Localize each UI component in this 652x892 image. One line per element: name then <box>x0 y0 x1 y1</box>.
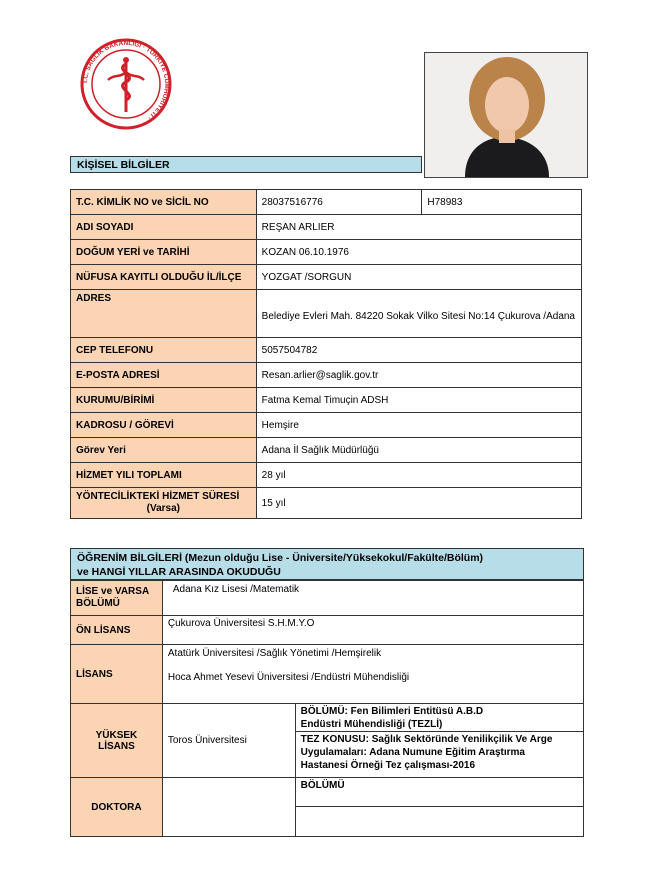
table-row <box>71 240 582 265</box>
yuksek-bolum-line2: Endüstri Mühendisliği (TEZLİ) <box>300 719 443 730</box>
row-value: Resan.arlier@saglik.gov.tr <box>256 363 581 388</box>
table-row <box>71 438 582 463</box>
row-label: Görev Yeri <box>71 438 257 463</box>
doktora-university <box>162 778 295 837</box>
row-label: KADROSU / GÖREVİ <box>71 413 257 438</box>
row-label <box>71 581 163 616</box>
table-row <box>71 581 584 616</box>
education-table <box>70 580 584 837</box>
table-row <box>71 338 582 363</box>
table-row <box>71 488 582 519</box>
row-label-line1: YÖNTECİLİKTEKİ HİZMET SÜRESİ <box>76 491 240 502</box>
row-value: 28 yıl <box>256 463 581 488</box>
row-label: ÖN LİSANS <box>71 616 163 645</box>
row-label: CEP TELEFONU <box>71 338 257 363</box>
ministry-logo <box>78 36 174 132</box>
row-label: KURUMU/BİRİMİ <box>71 388 257 413</box>
row-label: ADI SOYADI <box>71 215 257 240</box>
tez-line1: TEZ KONUSU: Sağlık Sektöründe Yenilikçilik Ve Arge <box>300 734 553 745</box>
row-value: Hemşire <box>256 413 581 438</box>
tc-kimlik-value: 28037516776 <box>256 190 422 215</box>
table-row <box>71 645 584 704</box>
row-value: KOZAN 06.10.1976 <box>256 240 581 265</box>
row-label: YÜKSEK LİSANS <box>71 704 163 778</box>
table-row <box>71 215 582 240</box>
table-row <box>71 413 582 438</box>
svg-text:T.C. SAĞLIK BAKANLIĞI · TÜRKİY: T.C. SAĞLIK BAKANLIĞI · TÜRKİYE CUMHURİYETİ · <box>81 39 171 122</box>
table-row <box>71 778 584 807</box>
table-row <box>71 290 582 338</box>
address-value: Belediye Evleri Mah. 84220 Sokak Vilko Sitesi No:14 Çukurova /Adana <box>256 290 581 338</box>
row-value: Fatma Kemal Timuçin ADSH <box>256 388 581 413</box>
yuksek-bolum <box>295 704 583 732</box>
row-value: REŞAN ARLIER <box>256 215 581 240</box>
row-label: LİSANS <box>71 645 163 704</box>
row-value: Adana İl Sağlık Müdürlüğü <box>256 438 581 463</box>
row-label: ADRES <box>71 290 257 338</box>
personal-info-table <box>70 189 582 519</box>
yuksek-bolum-line1: BÖLÜMÜ: Fen Bilimleri Entitüsü A.B.D <box>300 706 484 717</box>
row-label: E-POSTA ADRESİ <box>71 363 257 388</box>
table-row <box>71 363 582 388</box>
row-label: T.C. KİMLİK NO ve SİCİL NO <box>71 190 257 215</box>
table-row <box>71 704 584 732</box>
lisans-value <box>162 645 583 704</box>
education-heading-line2: ve HANGİ YILLAR ARASINDA OKUDUĞU <box>77 566 281 578</box>
lise-label-line1: LİSE ve VARSA <box>76 586 150 597</box>
doktora-extra <box>295 806 583 836</box>
lisans-value-line1: Atatürk Üniversitesi /Sağlık Yönetimi /Hemşirelik <box>167 648 382 659</box>
row-label <box>71 488 257 519</box>
row-label: NÜFUSA KAYITLI OLDUĞU İL/İLÇE <box>71 265 257 290</box>
tez-line3: Hastanesi Örneği Tez çalışması-2016 <box>300 760 476 771</box>
row-label-line2: (Varsa) <box>146 503 181 514</box>
education-heading <box>70 548 584 580</box>
row-label: DOĞUM YERİ ve TARİHİ <box>71 240 257 265</box>
table-row <box>71 463 582 488</box>
yuksek-tez <box>295 732 583 778</box>
row-value: YOZGAT /SORGUN <box>256 265 581 290</box>
education-heading-line1: ÖĞRENİM BİLGİLERİ (Mezun olduğu Lise - Üniversite/Yüksekokul/Fakülte/Bölüm) <box>77 552 484 564</box>
yuksek-university: Toros Üniversitesi <box>162 704 295 778</box>
row-value: 15 yıl <box>256 488 581 519</box>
lisans-value-line2: Hoca Ahmet Yesevi Üniversitesi /Endüstri Mühendisliği <box>167 672 410 683</box>
table-row <box>71 265 582 290</box>
lise-value: Adana Kız Lisesi /Matematik <box>162 581 583 616</box>
table-row <box>71 388 582 413</box>
row-label: DOKTORA <box>71 778 163 837</box>
row-label: HİZMET YILI TOPLAMI <box>71 463 257 488</box>
table-row <box>71 190 582 215</box>
lise-label-line2: BÖLÜMÜ <box>76 598 120 609</box>
row-value: 5057504782 <box>256 338 581 363</box>
personal-info-heading: KİŞİSEL BİLGİLER <box>70 156 422 173</box>
tez-line2: Uygulamaları: Adana Numune Eğitim Araştırma <box>300 747 525 758</box>
doktora-bolum: BÖLÜMÜ <box>295 778 583 807</box>
table-row <box>71 616 584 645</box>
sicil-value: H78983 <box>422 190 582 215</box>
profile-photo <box>424 52 588 178</box>
onlisans-value: Çukurova Üniversitesi S.H.M.Y.O <box>162 616 583 645</box>
